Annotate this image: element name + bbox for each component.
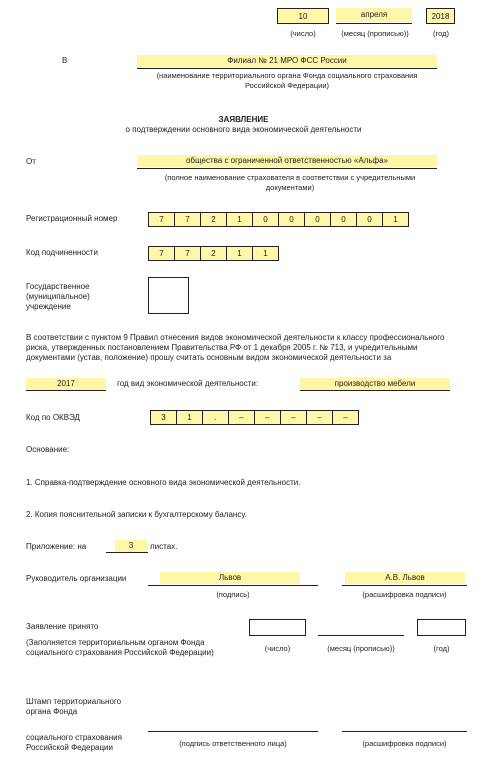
okved-cell[interactable]: – bbox=[332, 410, 359, 425]
attachment-suffix: листах. bbox=[150, 542, 178, 551]
accepted-day-box[interactable] bbox=[249, 619, 306, 636]
date-month-caption: (месяц (прописью)) bbox=[341, 29, 409, 38]
to-caption: (наименование территориального органа Фонда социального страхования Российской Федерации) bbox=[156, 71, 418, 90]
head-label: Руководитель организации bbox=[26, 574, 127, 583]
reg-digit-cell[interactable]: 7 bbox=[174, 212, 201, 227]
okved-label: Код по ОКВЭД bbox=[26, 413, 80, 422]
gov-label: Государственное (муниципальное) учреждение bbox=[26, 282, 90, 311]
accepted-year-caption: (год) bbox=[433, 644, 450, 653]
stamp-label: Штамп территориального органа Фонда bbox=[26, 697, 122, 716]
reg-digit-cell[interactable]: 0 bbox=[330, 212, 357, 227]
date-day-box[interactable]: 10 bbox=[277, 8, 329, 24]
head-signature[interactable]: Львов bbox=[160, 572, 300, 584]
okved-cell[interactable]: 3 bbox=[150, 410, 177, 425]
from-prefix: От bbox=[26, 157, 36, 166]
sub-label: Код подчиненности bbox=[26, 248, 99, 257]
body-text: В соответствии с пунктом 9 Правил отнесения видов экономической деятельности к классу профессионального риска, утвержденных постановлением Правительства РФ от 1 декабря 2005 г. № 713, и учредительными документами (устав, положение) прошу считать основным видом экономической деятельности за bbox=[26, 333, 445, 362]
reg-cells[interactable] bbox=[148, 212, 408, 227]
sub-cells[interactable] bbox=[148, 246, 278, 261]
from-field[interactable]: общества с ограниченной ответственностью «Альфа» bbox=[137, 155, 437, 167]
from-caption: (полное наименование страхователя в соответствии с учредительными документами) bbox=[164, 173, 416, 192]
accepted-note: (Заполняется территориальным органом Фонда социального страхования Российской Федерации) bbox=[26, 638, 214, 657]
okved-cell[interactable]: . bbox=[202, 410, 229, 425]
stamp-name-caption: (расшифровка подписи) bbox=[362, 739, 447, 748]
head-name-caption: (расшифровка подписи) bbox=[362, 590, 447, 599]
sub-digit-cell[interactable]: 1 bbox=[226, 246, 253, 261]
to-field[interactable]: Филиал № 21 МРО ФСС России bbox=[137, 55, 437, 67]
reg-digit-cell[interactable]: 7 bbox=[148, 212, 175, 227]
reg-digit-cell[interactable]: 1 bbox=[382, 212, 409, 227]
attachment-label: Приложение: на bbox=[26, 542, 87, 551]
date-year-box[interactable]: 2018 bbox=[426, 8, 455, 24]
stamp-sign-caption: (подпись ответственного лица) bbox=[179, 739, 287, 748]
okved-cell[interactable]: – bbox=[254, 410, 281, 425]
reg-label: Регистрационный номер bbox=[26, 214, 118, 223]
activity-value[interactable]: производство мебели bbox=[300, 378, 450, 390]
gov-checkbox[interactable] bbox=[148, 277, 189, 314]
reg-digit-cell[interactable]: 0 bbox=[356, 212, 383, 227]
sub-digit-cell[interactable]: 7 bbox=[174, 246, 201, 261]
reg-digit-cell[interactable]: 0 bbox=[252, 212, 279, 227]
okved-cell[interactable]: – bbox=[306, 410, 333, 425]
okved-cell[interactable]: – bbox=[228, 410, 255, 425]
accepted-label: Заявление принято bbox=[26, 622, 99, 631]
to-prefix: В bbox=[62, 56, 68, 65]
activity-mid: год вид экономической деятельности: bbox=[117, 379, 259, 388]
stamp-label-2: социального страхования Российской Федерации bbox=[26, 733, 122, 752]
date-year-caption: (год) bbox=[433, 29, 449, 38]
date-day-caption: (число) bbox=[290, 29, 316, 38]
reg-digit-cell[interactable]: 1 bbox=[226, 212, 253, 227]
accepted-year-box[interactable] bbox=[417, 619, 466, 636]
head-name[interactable]: А.В. Львов bbox=[345, 572, 465, 584]
activity-year[interactable]: 2017 bbox=[26, 378, 106, 390]
reg-digit-cell[interactable]: 2 bbox=[200, 212, 227, 227]
date-month-field[interactable]: апреля bbox=[336, 8, 412, 22]
accepted-month-caption: (месяц (прописью)) bbox=[327, 644, 395, 653]
okved-cells[interactable] bbox=[150, 410, 358, 425]
page-subtitle: о подтверждении основного вида экономической деятельности bbox=[125, 125, 362, 134]
basis-label: Основание: bbox=[26, 445, 70, 454]
basis-item-2: 2. Копия пояснительной записки к бухгалтерскому балансу. bbox=[26, 510, 247, 519]
sub-digit-cell[interactable]: 7 bbox=[148, 246, 175, 261]
okved-cell[interactable]: – bbox=[280, 410, 307, 425]
sub-digit-cell[interactable]: 2 bbox=[200, 246, 227, 261]
basis-item-1: 1. Справка-подтверждение основного вида экономической деятельности. bbox=[26, 478, 301, 487]
reg-digit-cell[interactable]: 0 bbox=[304, 212, 331, 227]
page-title: ЗАЯВЛЕНИЕ bbox=[218, 115, 269, 124]
sub-digit-cell[interactable]: 1 bbox=[252, 246, 279, 261]
attachment-count[interactable]: 3 bbox=[115, 540, 147, 552]
head-sign-caption: (подпись) bbox=[216, 590, 250, 599]
okved-cell[interactable]: 1 bbox=[176, 410, 203, 425]
reg-digit-cell[interactable]: 0 bbox=[278, 212, 305, 227]
accepted-day-caption: (число) bbox=[264, 644, 291, 653]
